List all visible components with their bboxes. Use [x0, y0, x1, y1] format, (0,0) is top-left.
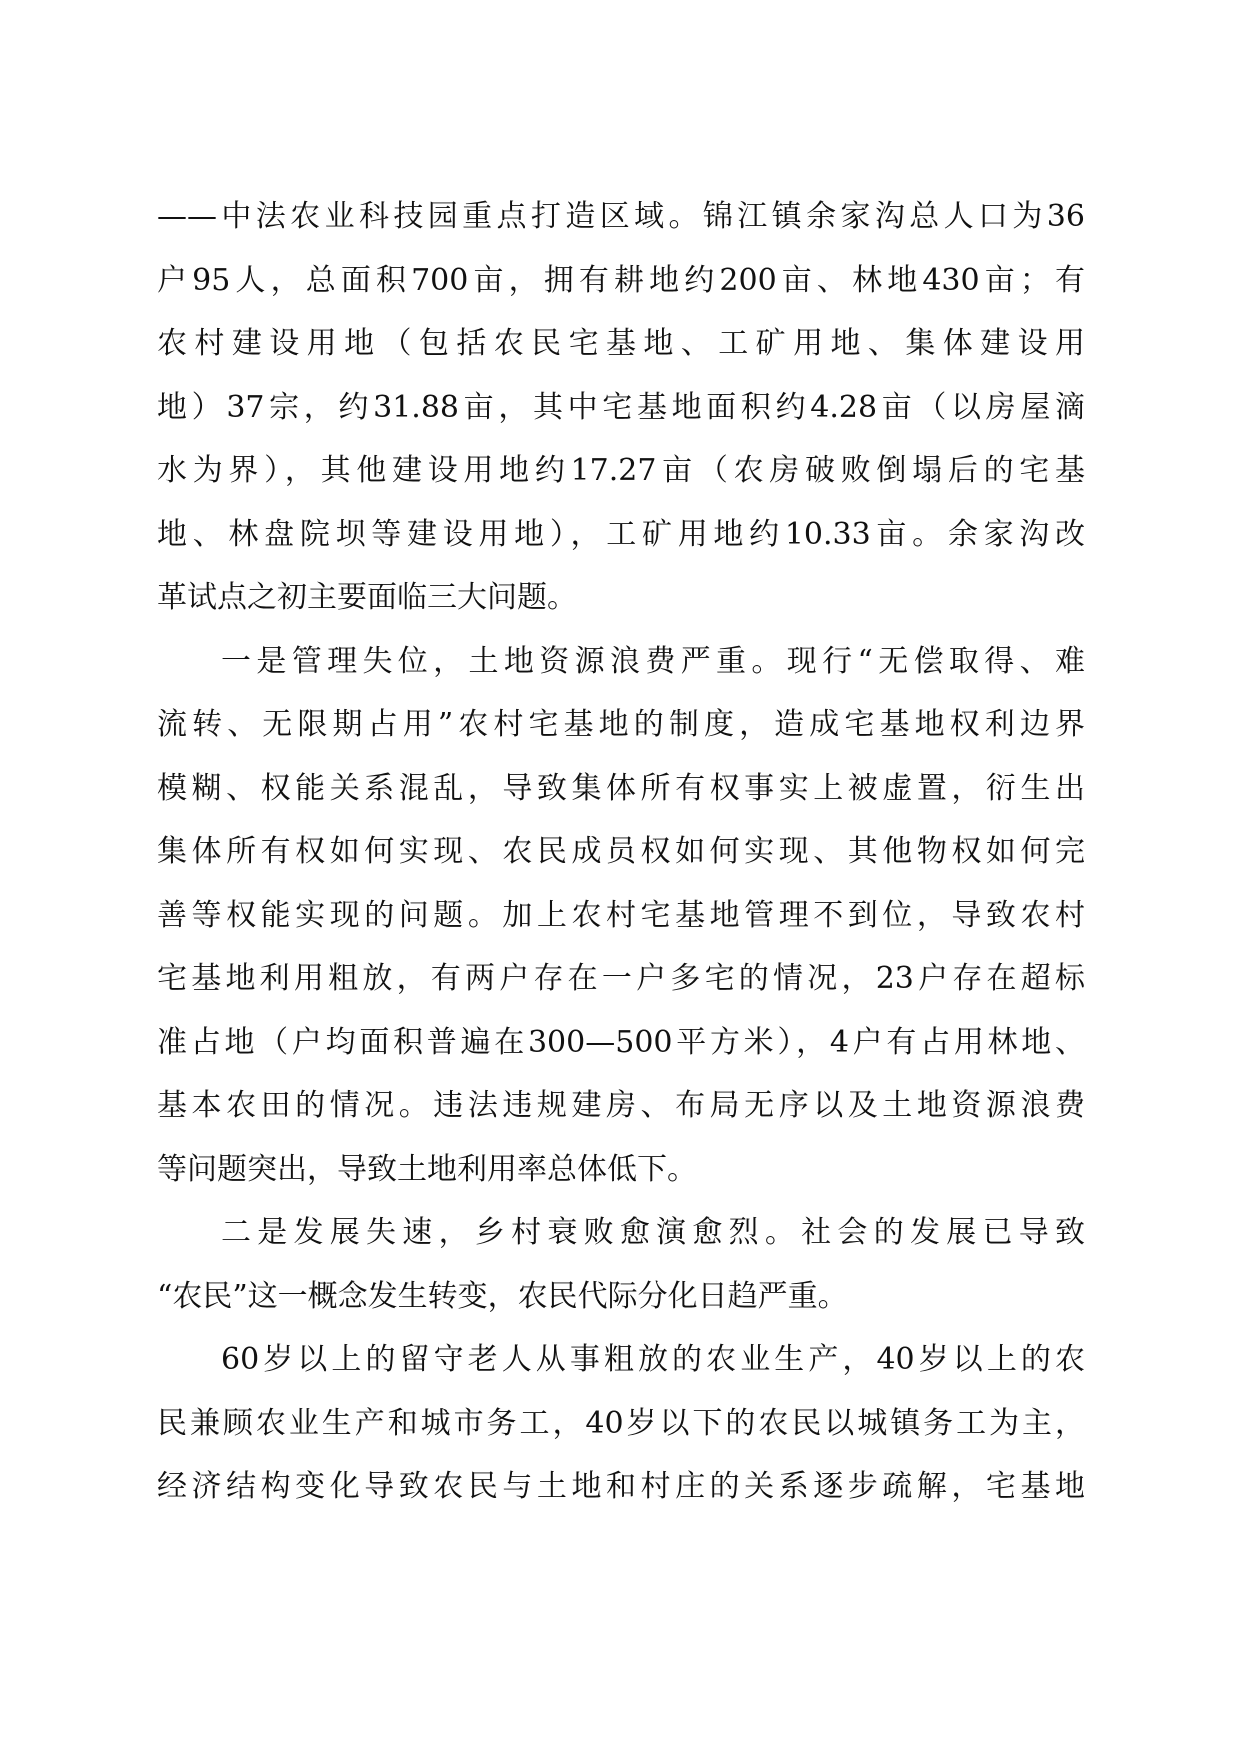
text-line: 革试点之初主要面临三大问题。 — [157, 580, 577, 615]
text-line: 户95人，总面积700亩，拥有耕地约200亩、林地430亩；有 — [157, 262, 1085, 298]
text-line: 准占地（户均面积普遍在300—500平方米），4户有占用林地、 — [157, 1024, 1085, 1060]
paragraph-first-line: 60岁以上的留守老人从事粗放的农业生产，40岁以上的农 — [221, 1342, 1085, 1377]
text-line: 基本农田的情况。违法违规建房、布局无序以及土地资源浪费 — [157, 1088, 1085, 1123]
text-line: “农民”这一概念发生转变，农民代际分化日趋严重。 — [157, 1278, 848, 1314]
text-line: 地）37宗，约31.88亩，其中宅基地面积约4.28亩（以房屋滴 — [157, 389, 1085, 425]
text-line: 集体所有权如何实现、农民成员权如何实现、其他物权如何完 — [157, 834, 1085, 869]
body-text — [157, 185, 1085, 1519]
text-line: 等问题突出，导致土地利用率总体低下。 — [157, 1151, 697, 1187]
text-line: 善等权能实现的问题。加上农村宅基地管理不到位，导致农村 — [157, 897, 1085, 933]
paragraph-first-line: 二是发展失速，乡村衰败愈演愈烈。社会的发展已导致 — [221, 1215, 1085, 1250]
text-line: 经济结构变化导致农民与土地和村庄的关系逐步疏解，宅基地 — [157, 1469, 1085, 1504]
text-line: 模糊、权能关系混乱，导致集体所有权事实上被虚置，衍生出 — [157, 770, 1085, 806]
text-line: 宅基地利用粗放，有两户存在一户多宅的情况，23户存在超标 — [157, 961, 1085, 996]
text-line: 水为界），其他建设用地约17.27亩（农房破败倒塌后的宅基 — [157, 453, 1085, 488]
paragraph-first-line: 一是管理失位，土地资源浪费严重。现行“无偿取得、难 — [221, 643, 1085, 679]
text-line: 民兼顾农业生产和城市务工，40岁以下的农民以城镇务工为主， — [157, 1405, 1085, 1441]
text-line: 农村建设用地（包括农民宅基地、工矿用地、集体建设用 — [157, 326, 1085, 361]
text-line: ——中法农业科技园重点打造区域。锦江镇余家沟总人口为36 — [157, 199, 1085, 234]
text-line: 流转、无限期占用”农村宅基地的制度，造成宅基地权利边界 — [157, 707, 1085, 742]
text-line: 地、林盘院坝等建设用地），工矿用地约10.33亩。余家沟改 — [157, 516, 1085, 552]
